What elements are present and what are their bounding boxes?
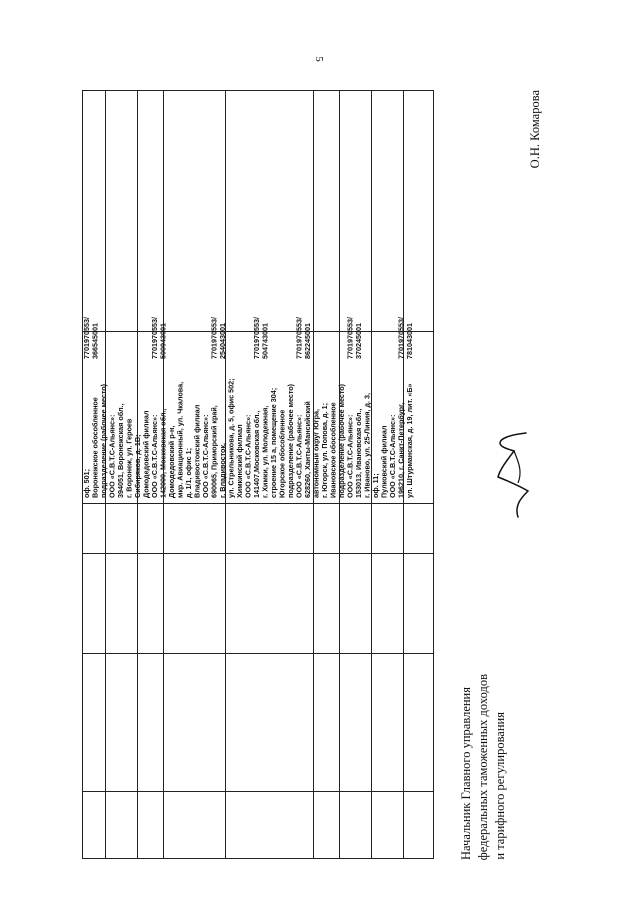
signature-mark (478, 425, 548, 525)
position-line: федеральных таможенных доходов (476, 673, 490, 860)
position-line: и тарифного регулирования (493, 712, 507, 860)
signatory-name: О.Н. Комарова (528, 90, 542, 169)
tax-codes: 7701970553/ 366545001 7701970553/ 500943001 7701970553/ 254043001 7701970553/ 504743001 7701970553/ 862245001 7701970553/ 370245001 7701970553/ 781043001 (82, 317, 414, 359)
table-rule (83, 791, 433, 792)
table-rule (83, 653, 433, 654)
branch-addresses: оф. 501; Воронежское обособленное подразделение (рабочее место) ООО «С.В.Т.С-Альянс»: 394051, Воронежская обл., г. Воронеж, ул. Героев Сибиряков, д. 1В; Домодедовский филиал ООО «С.В.Т.С-Альянс»: 142000, Московская обл., Домодедовский р-н, мкр. Авиационный, ул. Чкалова, д. 1/1, офис 1; Владивостокский филиал ООО «С.В.Т.С-Альянс»: 690065, Приморский край, г. Владивосток, ул. Стрельникова, д. 5, офис 502; Химкинский филиал ООО «С.В.Т.С-Альянс»: 141407,Московская обл., г. Химки, ул. Молодежная, строение 15 а, помещение 304; Югорское обособленное подразделение (рабочее место) ООО «С.В.Т.С-Альянс»: 628260, Ханты-Мансийский автономный округ Югра, г. Югорск, ул. Попова, д. 1; Ивановское обособленное подразделение (рабочее место) ООО «С.В.Т.С-Альянс»: 153013, Ивановская обл., г. Иваново, ул. 25-Линия, д. 3, оф. 11; Пулковский филиал ООО «С.В.Т.С-Альянс»: 196210, г. Санкт-Петербург, ул. Штурманская, д. 19, лит. «Б» (82, 378, 414, 498)
data-table (82, 90, 434, 859)
page-number: 5 (313, 56, 325, 62)
signatory-position (458, 660, 528, 860)
position-line: Начальник Главного управления (459, 686, 473, 860)
table-rule (83, 503, 433, 504)
table-rule (83, 553, 433, 554)
